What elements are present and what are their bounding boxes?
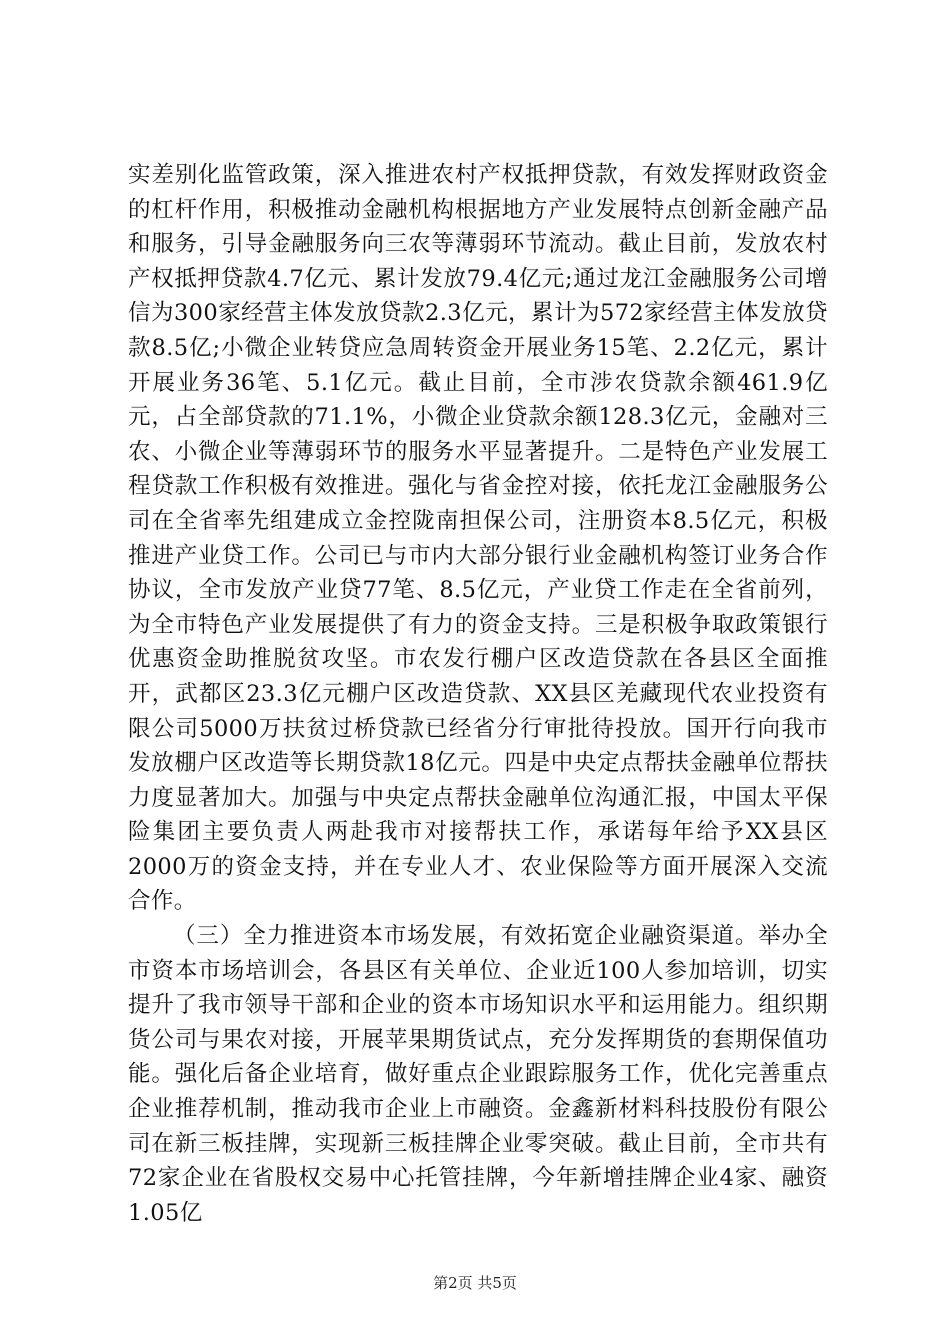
paragraph-2: （三）全力推进资本市场发展，有效拓宽企业融资渠道。举办全市资本市场培训会，各县区有关单位、企业近100人参加培训，切实提升了我市领导干部和企业的资本市场知识水平和运用能力。组织期货公司与果农对接，开展苹果期货试点，充分发挥期货的套期保值功能。强化后备企业培育，做好重点企业跟踪服务工作，优化完善重点企业推荐机制，推动我市企业上市融资。金鑫新材料科技股份有限公司在新三板挂牌，实现新三板挂牌企业零突破。截止目前，全市共有72家企业在省股权交易中心托管挂牌，今年新增挂牌企业4家、融资1.05亿 — [128, 923, 828, 1226]
paragraph-1: 实差别化监管政策，深入推进农村产权抵押贷款，有效发挥财政资金的杠杆作用，积极推动金融机构根据地方产业发展特点创新金融产品和服务，引导金融服务向三农等薄弱环节流动。截止目前，发放农村产权抵押贷款4.7亿元、累计发放79.4亿元;通过龙江金融服务公司增信为300家经营主体发放贷款2.3亿元，累计为572家经营主体发放贷款8.5亿;小微企业转贷应急周转资金开展业务15笔、2.2亿元，累计开展业务36笔、5.1亿元。截止目前，全市涉农贷款余额461.9亿元，占全部贷款的71.1%，小微企业贷款余额128.3亿元，金融对三农、小微企业等薄弱环节的服务水平显著提升。二是特色产业发展工程贷款工作积极有效推进。强化与省金控对接，依托龙江金融服务公司在全省率先组建成立金控陇南担保公司，注册资本8.5亿元，积极推进产业贷工作。公司已与市内大部分银行业金融机构签订业务合作协议，全市发放产业贷77笔、8.5亿元，产业贷工作走在全省前列，为全市特色产业发展提供了有力的资金支持。三是积极争取政策银行优惠资金助推脱贫攻坚。市农发行棚户区改造贷款在各县区全面推开，武都区23.3亿元棚户区改造贷款、XX县区羌藏现代农业投资有限公司5000万扶贫过桥贷款已经省分行审批待投放。国开行向我市发放棚户区改造等长期贷款18亿元。四是中央定点帮扶金融单位帮扶力度显著加大。加强与中央定点帮扶金融单位沟通汇报，中国太平保险集团主要负责人两赴我市对接帮扶工作，承诺每年给予XX县区2000万的资金支持，并在专业人才、农业保险等方面开展深入交流合作。 — [128, 162, 828, 915]
page-footer: 第2页 共5页 — [433, 1274, 517, 1292]
document-body — [128, 158, 828, 1230]
